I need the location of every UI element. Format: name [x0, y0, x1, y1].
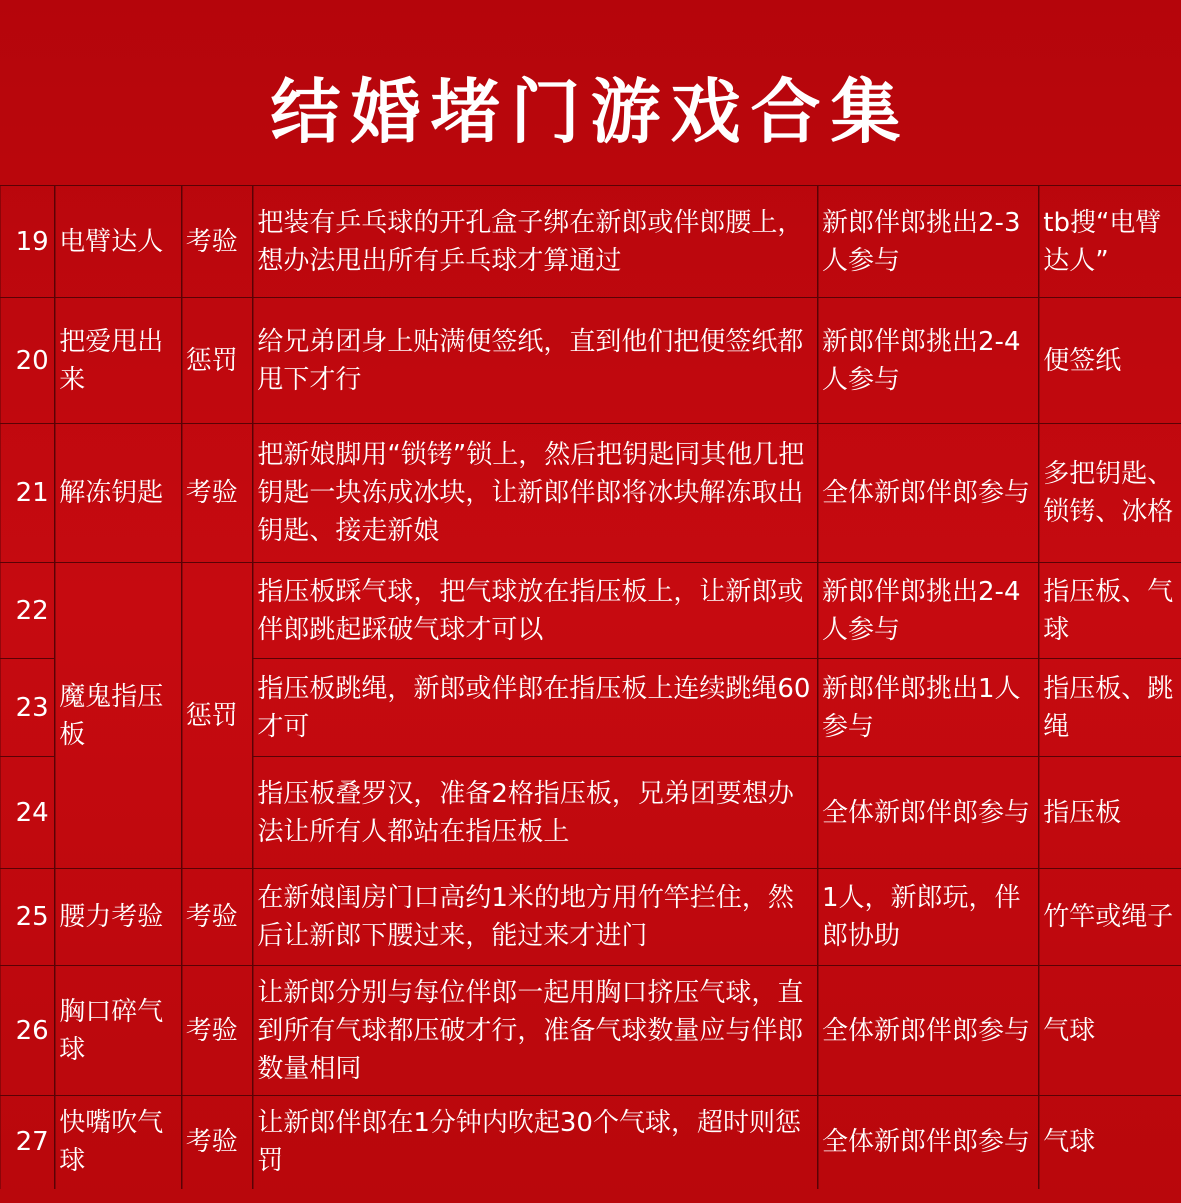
row-number: 19	[0, 186, 55, 298]
props: 多把钥匙、锁铐、冰格	[1039, 424, 1181, 563]
table-row	[0, 186, 1181, 298]
game-type: 考验	[181, 869, 253, 966]
row-number: 20	[0, 298, 55, 424]
props: 气球	[1039, 1096, 1181, 1189]
game-description: 给兄弟团身上贴满便签纸，直到他们把便签纸都甩下才行	[253, 298, 818, 424]
game-type: 惩罚	[181, 563, 253, 869]
participants: 新郎伴郎挑出2-4人参与	[818, 298, 1039, 424]
participants: 新郎伴郎挑出2-4人参与	[818, 563, 1039, 659]
game-description: 把装有乒乓球的开孔盒子绑在新郎或伴郎腰上，想办法甩出所有乒乓球才算通过	[253, 186, 818, 298]
game-description: 指压板叠罗汉，准备2格指压板，兄弟团要想办法让所有人都站在指压板上	[253, 757, 818, 869]
row-number: 21	[0, 424, 55, 563]
game-name: 把爱甩出来	[55, 298, 181, 424]
table-row	[0, 298, 1181, 424]
table-row	[0, 563, 1181, 659]
game-name: 电臂达人	[55, 186, 181, 298]
game-description: 在新娘闺房门口高约1米的地方用竹竿拦住，然后让新郎下腰过来，能过来才进门	[253, 869, 818, 966]
game-type: 考验	[181, 186, 253, 298]
game-type: 考验	[181, 424, 253, 563]
participants: 全体新郎伴郎参与	[818, 424, 1039, 563]
participants: 新郎伴郎挑出2-3人参与	[818, 186, 1039, 298]
table-row	[0, 424, 1181, 563]
game-description: 指压板踩气球，把气球放在指压板上，让新郎或伴郎跳起踩破气球才可以	[253, 563, 818, 659]
row-number: 22	[0, 563, 55, 659]
game-name: 胸口碎气球	[55, 966, 181, 1096]
row-number: 24	[0, 757, 55, 869]
participants: 全体新郎伴郎参与	[818, 966, 1039, 1096]
props: 气球	[1039, 966, 1181, 1096]
table-row	[0, 966, 1181, 1096]
props: 竹竿或绳子	[1039, 869, 1181, 966]
row-number: 23	[0, 659, 55, 757]
game-name: 魔鬼指压板	[55, 563, 181, 869]
games-table	[0, 185, 1181, 1189]
game-description: 指压板跳绳，新郎或伴郎在指压板上连续跳绳60才可	[253, 659, 818, 757]
participants: 新郎伴郎挑出1人参与	[818, 659, 1039, 757]
participants: 1人，新郎玩，伴郎协助	[818, 869, 1039, 966]
game-name: 腰力考验	[55, 869, 181, 966]
game-description: 把新娘脚用“锁铐”锁上，然后把钥匙同其他几把钥匙一块冻成冰块，让新郎伴郎将冰块解冻取出钥匙、接走新娘	[253, 424, 818, 563]
props: 指压板、跳绳	[1039, 659, 1181, 757]
game-type: 考验	[181, 1096, 253, 1189]
table-row	[0, 869, 1181, 966]
page-title: 结婚堵门游戏合集	[270, 70, 911, 153]
table-row	[0, 1096, 1181, 1189]
game-description: 让新郎伴郎在1分钟内吹起30个气球，超时则惩罚	[253, 1096, 818, 1189]
row-number: 26	[0, 966, 55, 1096]
game-type: 考验	[181, 966, 253, 1096]
game-name: 解冻钥匙	[55, 424, 181, 563]
row-number: 25	[0, 869, 55, 966]
row-number: 27	[0, 1096, 55, 1189]
props: 指压板	[1039, 757, 1181, 869]
participants: 全体新郎伴郎参与	[818, 1096, 1039, 1189]
props: 指压板、气球	[1039, 563, 1181, 659]
props: 便签纸	[1039, 298, 1181, 424]
props: tb搜“电臂达人”	[1039, 186, 1181, 298]
game-name: 快嘴吹气球	[55, 1096, 181, 1189]
participants: 全体新郎伴郎参与	[818, 757, 1039, 869]
game-description: 让新郎分别与每位伴郎一起用胸口挤压气球，直到所有气球都压破才行，准备气球数量应与伴郎数量相同	[253, 966, 818, 1096]
game-type: 惩罚	[181, 298, 253, 424]
